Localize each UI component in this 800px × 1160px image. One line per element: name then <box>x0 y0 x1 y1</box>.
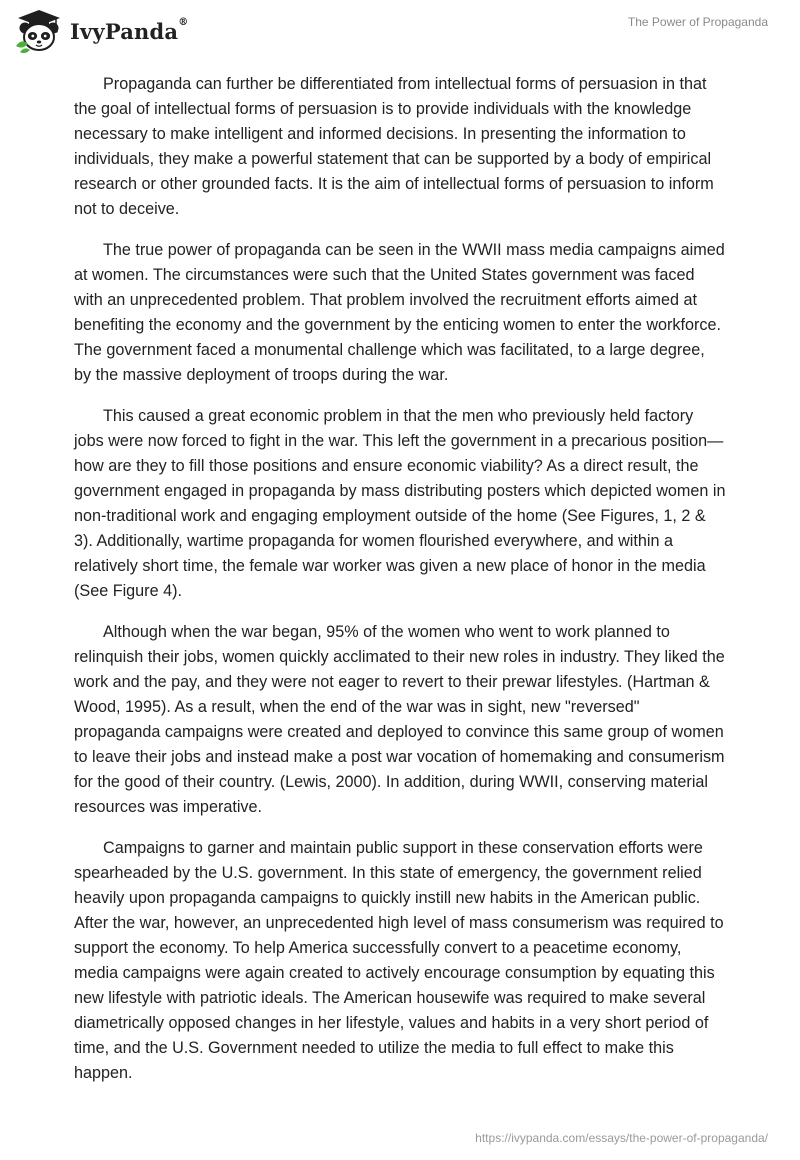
document-title: The Power of Propaganda <box>627 15 768 29</box>
essay-paragraph: Campaigns to garner and maintain public support in these conservation efforts were spearheaded by the U.S. government. In this state of emergency, the government relied heavily upon propaganda campaigns to quickly instill new habits in the American public. After the war, however, an unprecedented high level of mass consumerism was required to support the economy. To help America successfully convert to a peacetime economy, media campaigns were again created to actively encourage consumption by equating this new lifestyle with patriotic ideals. The American housewife was required to make several diametrically opposed changes in her lifestyle, values and habits in a very short period of time, and the U.S. Government needed to utilize the media to full effect to make this happen. <box>74 839 724 1082</box>
essay-paragraph: This caused a great economic problem in that the men who previously held factory jobs were now forced to fight in the war. This left the government in a precarious position—how are they to fill those positions and ensure economic viability? As a direct result, the government engaged in propaganda by mass distributing posters which depicted women in non-traditional work and engaging employment outside of the home (See Figures, 1, 2 & 3). Additionally, wartime propaganda for women flourished everywhere, and within a relatively short time, the female war worker was given a new place of honor in the media (See Figure 4). <box>74 407 726 600</box>
source-url-link[interactable]: https://ivypanda.com/essays/the-power-of-propaganda/ <box>475 1131 768 1145</box>
essay-body <box>74 72 726 1102</box>
page-header <box>0 0 800 60</box>
essay-paragraph: The true power of propaganda can be seen in the WWII mass media campaigns aimed at women. The circumstances were such that the United States government was faced with an unprecedented problem. That problem involved the recruitment efforts aimed at benefiting the economy and the government by the enticing women to enter the workforce. The government faced a monumental challenge which was facilitated, to a large degree, by the massive deployment of troops during the war. <box>74 241 725 384</box>
essay-paragraph: Although when the war began, 95% of the women who went to work planned to relinquish their jobs, women quickly acclimated to their new roles in industry. They liked the work and the pay, and they were not eager to revert to their prewar lifestyles. (Hartman & Wood, 1995). As a result, when the end of the war was in sight, new "reversed" propaganda campaigns were created and deployed to convince this same group of women to leave their jobs and instead make a post war vocation of homemaking and consumerism for the good of their country. (Lewis, 2000). In addition, during WWII, conserving material resources was imperative. <box>74 623 725 816</box>
brand-logo[interactable] <box>14 8 188 54</box>
brand-name-text: IvyPanda <box>70 18 179 44</box>
panda-graduate-icon <box>14 8 64 54</box>
registered-mark: ® <box>178 16 189 28</box>
brand-name <box>70 16 189 44</box>
essay-paragraph: Propaganda can further be differentiated from intellectual forms of persuasion in that the goal of intellectual forms of persuasion is to provide individuals with the knowledge necessary to make intelligent and informed decisions. In presenting the information to individuals, they make a powerful statement that can be supported by a body of empirical research or other grounded facts. It is the aim of intellectual forms of persuasion to inform not to deceive. <box>74 75 714 218</box>
